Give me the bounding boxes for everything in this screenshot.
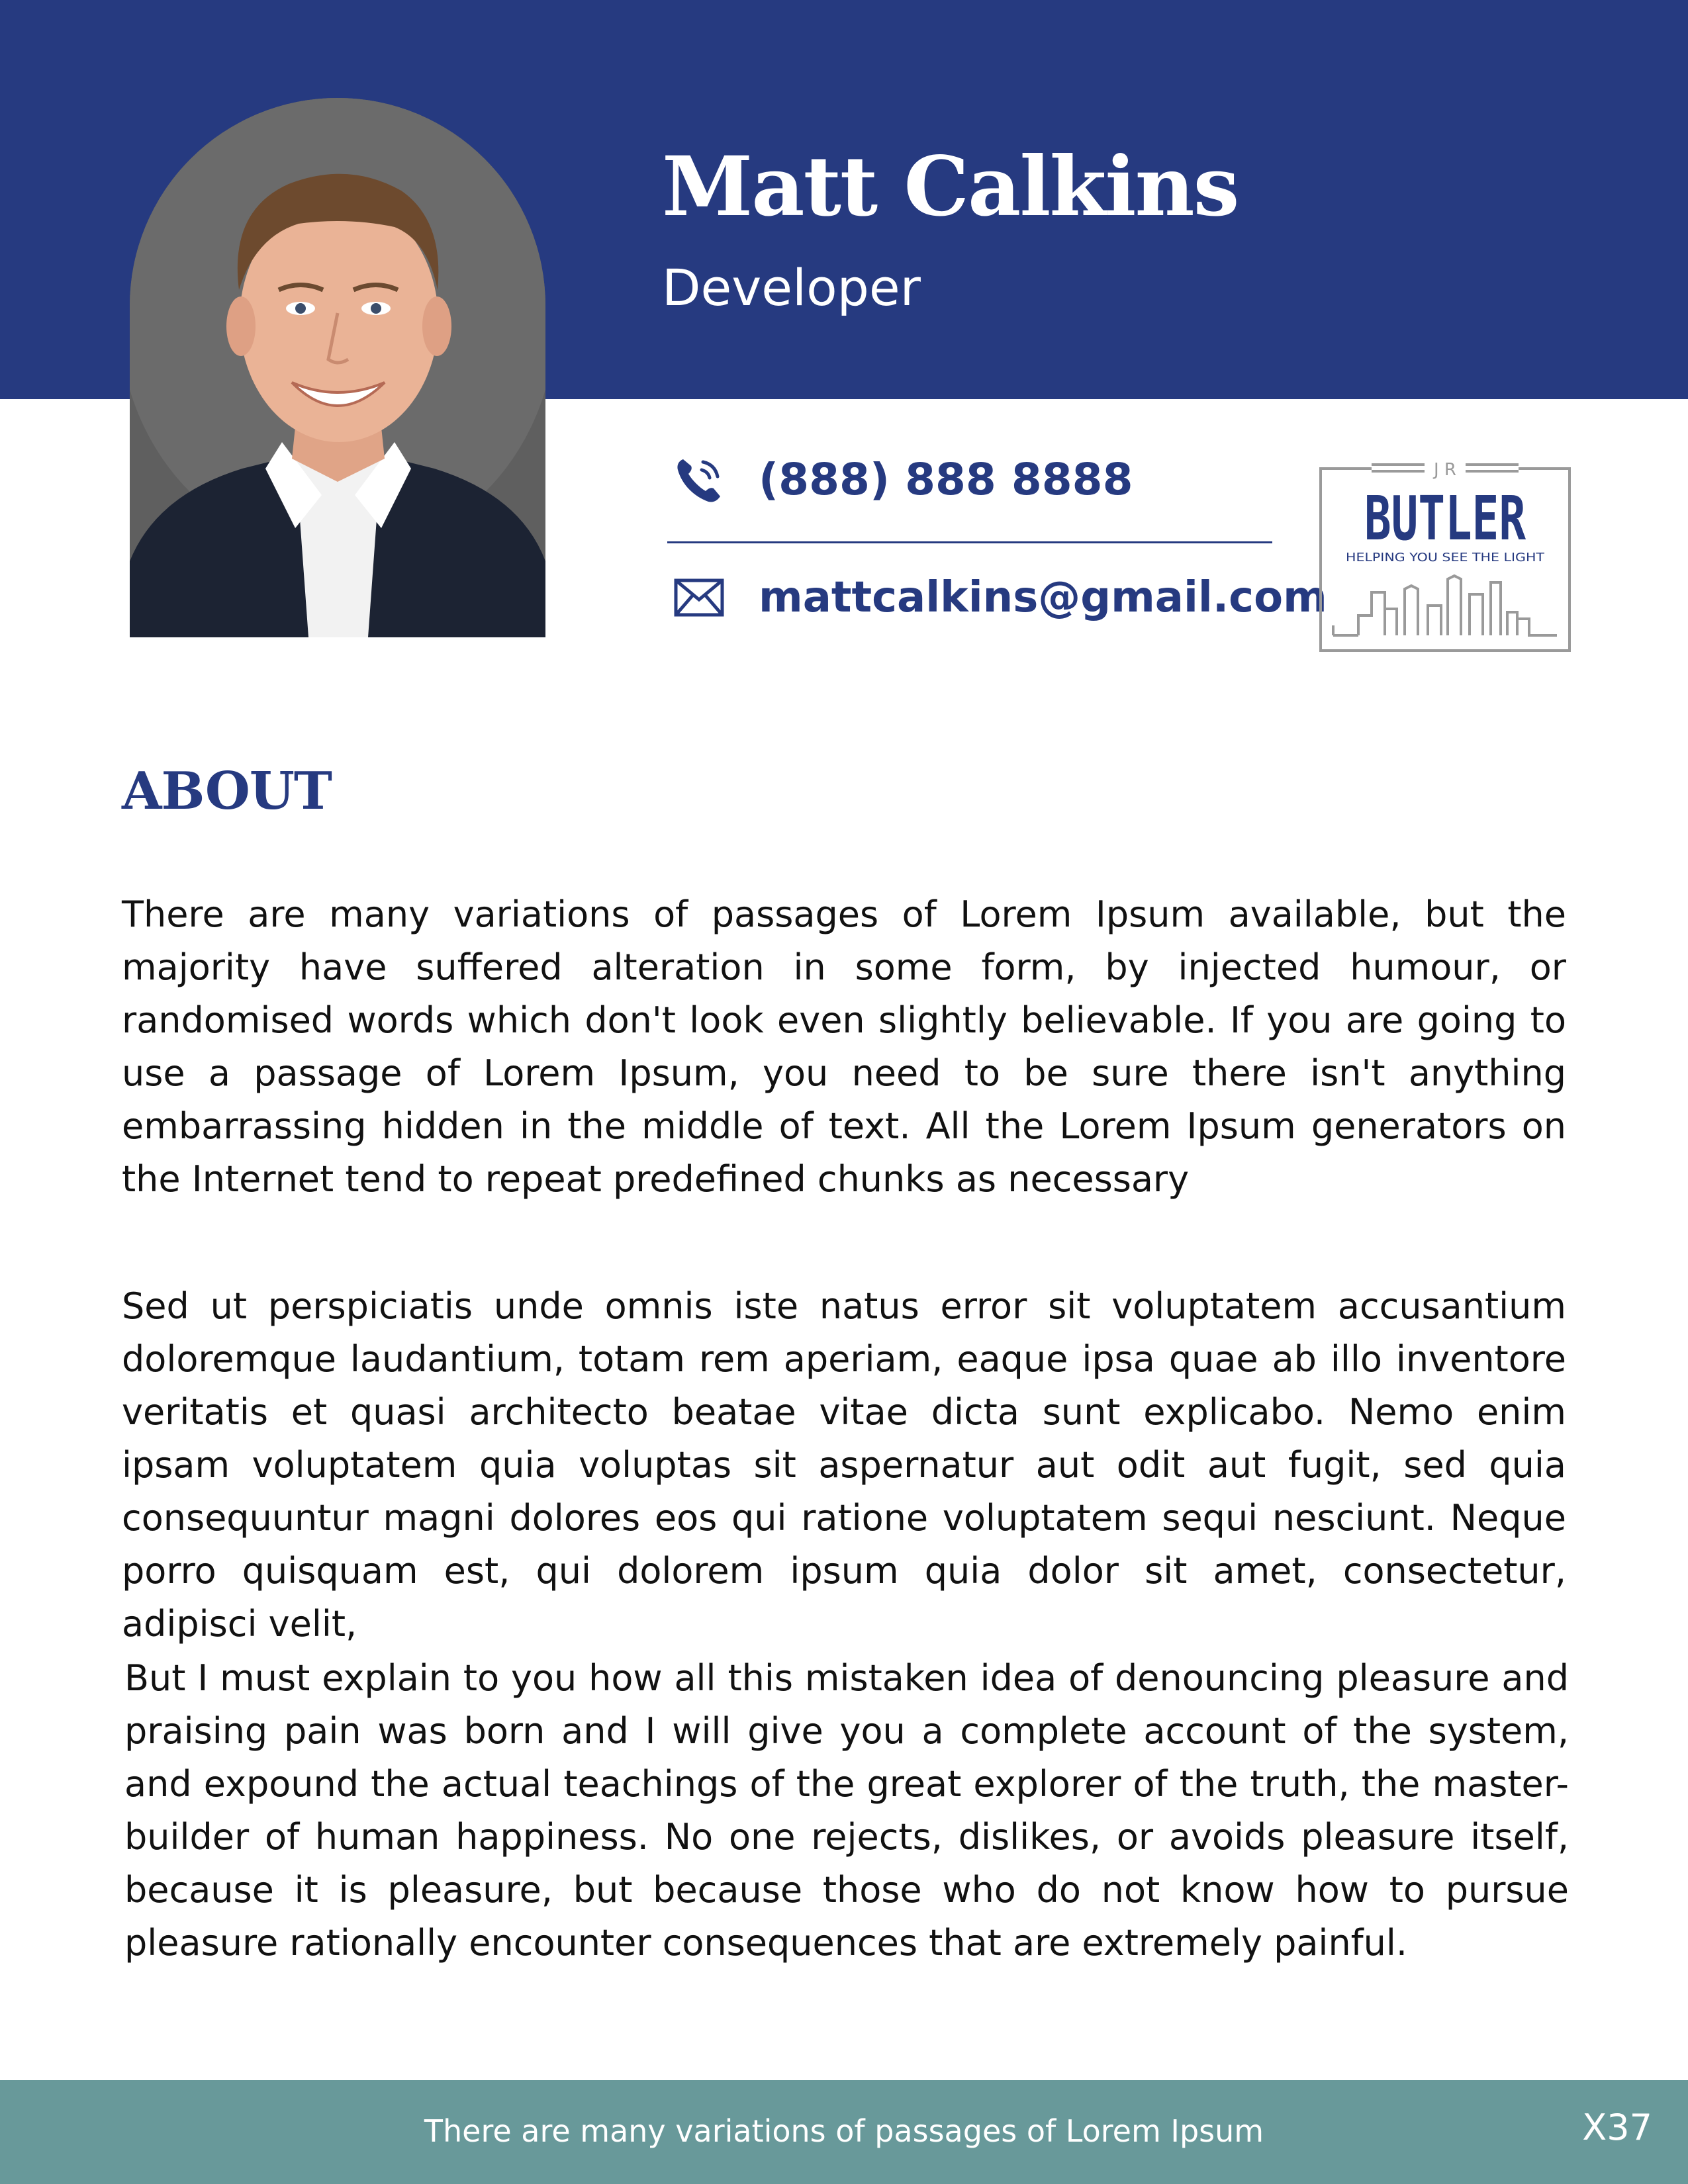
profile-role: Developer [662, 258, 921, 317]
phone-icon [674, 455, 724, 506]
about-paragraph-2: Sed ut perspiciatis unde omnis iste natus error sit voluptatem accusantium doloremque laudantium, totam rem aperiam, eaque ipsa quae ab illo inventore veritatis et quasi architecto beatae vitae dicta sunt explicabo. Nemo enim ipsam voluptatem quia voluptas sit aspernatur aut odit aut fugit, sed quia consequuntur magni dolores eos qui ratione voluptatem sequi nesciunt. Neque porro quisquam est, qui dolorem ipsum quia dolor sit amet, consectetur, adipisci velit, [122, 1285, 1566, 1645]
footer-text: There are many variations of passages of Lorem Ipsum [424, 2113, 1264, 2149]
logo-brand: BUTLER [1364, 483, 1526, 554]
about-heading: ABOUT [122, 761, 332, 821]
phone-number[interactable]: (888) 888 8888 [759, 454, 1133, 505]
contact-divider [667, 541, 1272, 543]
about-paragraph-3: But I must explain to you how all this mistaken idea of denouncing pleasure and praising pain was born and I will give you a complete account of the system, and expound the actual teachings of the great explorer of the truth, the master-builder of human happiness. No one rejects, dislikes, or avoids pleasure itself, because it is pleasure, but because those who do not know how to pursue pleasure rationally encounter consequences that are extremely painful. [124, 1657, 1569, 1964]
profile-name: Matt Calkins [662, 139, 1239, 235]
logo-tagline: HELPING YOU SEE THE LIGHT [1346, 551, 1546, 565]
butler-logo [1319, 457, 1571, 653]
email-address[interactable]: mattcalkins@gmail.com [759, 573, 1327, 622]
logo-top-text: J R [1434, 460, 1456, 480]
footer-code: X37 [1582, 2107, 1652, 2148]
about-paragraph-1: There are many variations of passages of Lorem Ipsum available, but the majority have suffered alteration in some form, by injected humour, or randomised words which don't look even slightly believable. If you are going to use a passage of Lorem Ipsum, you need to be sure there isn't anything embarrassing hidden in the middle of text. All the Lorem Ipsum generators on the Internet tend to repeat predefined chunks as necessary [122, 893, 1566, 1200]
footer-bar [0, 2080, 1688, 2184]
profile-photo [130, 98, 545, 637]
envelope-icon [674, 578, 724, 617]
